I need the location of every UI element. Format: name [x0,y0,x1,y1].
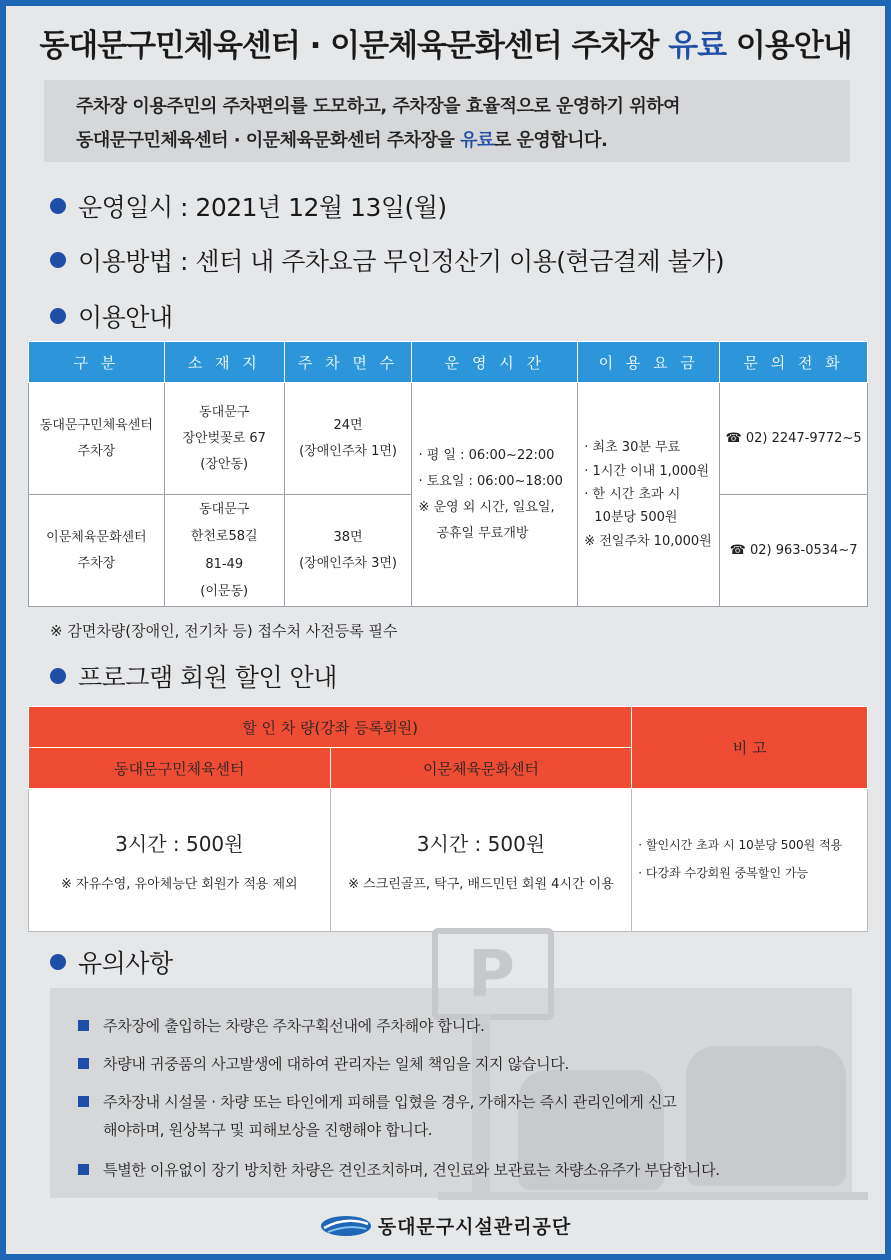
header-phone: 문 의 전 화 [720,342,868,383]
contact-phone: ☎ 02) 2247-9772~5 [720,383,868,495]
operating-hours: · 평 일 : 06:00~22:00 · 토요일 : 06:00~18:00 ※ 운영 외 시간, 일요일, 공휴일 무료개방 [412,383,578,607]
facility-name: 동대문구민체육센터 주차장 [29,383,165,495]
notice-page [6,6,885,1254]
parking-spaces: 24면 (장애인주차 1면) [284,383,412,495]
discount-col2-header: 이문체육문화센터 [330,748,632,789]
facility-address: 동대문구 장안벚꽃로 67 (장안동) [164,383,284,495]
parking-sign-icon: P [432,928,554,1020]
header-category: 구 분 [29,342,165,383]
square-bullet-icon [78,1058,89,1069]
bullet-dot-icon [50,308,66,324]
caution-heading: 유의사항 [50,944,173,980]
header-hours: 운 영 시 간 [412,342,578,383]
remark-header: 비 고 [632,707,868,789]
usage-info-heading: 이용안내 [50,298,173,334]
table-row [29,383,868,495]
bullet-dot-icon [50,198,66,214]
organization-logo-icon [320,1214,372,1238]
discount-table [28,706,868,932]
bullet-dot-icon [50,252,66,268]
square-bullet-icon [78,1164,89,1175]
bullet-dot-icon [50,954,66,970]
page-title: 동대문구민체육센터 · 이문체육문화센터 주차장 유료 이용안내 [39,28,852,64]
title-highlight: 유료 [668,28,727,64]
header-fees: 이 용 요 금 [578,342,720,383]
intro-line-1: 주차장 이용주민의 주차편의를 도모하고, 주차장을 효율적으로 운영하기 위하여 [76,96,681,117]
caution-item: 주차장에 출입하는 차량은 주차구획선내에 주차해야 합니다. [78,1012,485,1040]
facility-name: 이문체육문화센터 주차장 [29,495,165,607]
usage-fees: · 최초 30분 무료 · 1시간 이내 1,000원 · 한 시간 초과 시 10분당 500원 ※ 전일주차 10,000원 [578,383,720,607]
remark-cell: · 할인시간 초과 시 10분당 500원 적용 · 다강좌 수강회원 중복할인 가능 [632,789,868,932]
bullet-dot-icon [50,668,66,684]
usage-method: 이용방법 : 센터 내 주차요금 무인정산기 이용(현금결제 불가) [50,242,724,278]
header-spaces: 주 차 면 수 [284,342,412,383]
parking-spaces: 38면 (장애인주차 3면) [284,495,412,607]
square-bullet-icon [78,1020,89,1031]
caution-item: 주차장내 시설물 · 차량 또는 타인에게 피해를 입혔을 경우, 가해자는 즉시 관리인에게 신고 해야하며, 원상복구 및 피해보상을 진행해야 합니다. [78,1088,676,1144]
table-row [29,789,868,932]
operation-date: 운영일시 : 2021년 12월 13일(월) [50,188,447,224]
contact-phone: ☎ 02) 963-0534~7 [720,495,868,607]
discount-col2-cell: 3시간 : 500원 ※ 스크린골프, 탁구, 배드민턴 회원 4시간 이용 [330,789,632,932]
intro-box [44,80,850,162]
square-bullet-icon [78,1096,89,1107]
discount-group-header: 할 인 차 량(강좌 등록회원) [29,707,632,748]
discount-col1-cell: 3시간 : 500원 ※ 자유수영, 유아체능단 회원가 적용 제외 [29,789,331,932]
caution-item: 차량내 귀중품의 사고발생에 대하여 관리자는 일체 책임을 지지 않습니다. [78,1050,569,1078]
reduction-note: ※ 감면차량(장애인, 전기차 등) 접수처 사전등록 필수 [50,622,398,640]
usage-info-table [28,341,868,607]
header-location: 소 재 지 [164,342,284,383]
intro-line-2: 동대문구민체육센터 · 이문체육문화센터 주차장을 유료로 운영합니다. [76,130,608,151]
discount-heading: 프로그램 회원 할인 안내 [50,658,337,694]
facility-address: 동대문구 한천로58길 81-49 (이문동) [164,495,284,607]
discount-col1-header: 동대문구민체육센터 [29,748,331,789]
ground-line [438,1192,868,1200]
caution-item: 특별한 이유없이 장기 방치한 차량은 견인조치하며, 견인료와 보관료는 차량소유주가 부담합니다. [78,1156,720,1184]
footer-organization: 동대문구시설관리공단 [6,1212,885,1239]
